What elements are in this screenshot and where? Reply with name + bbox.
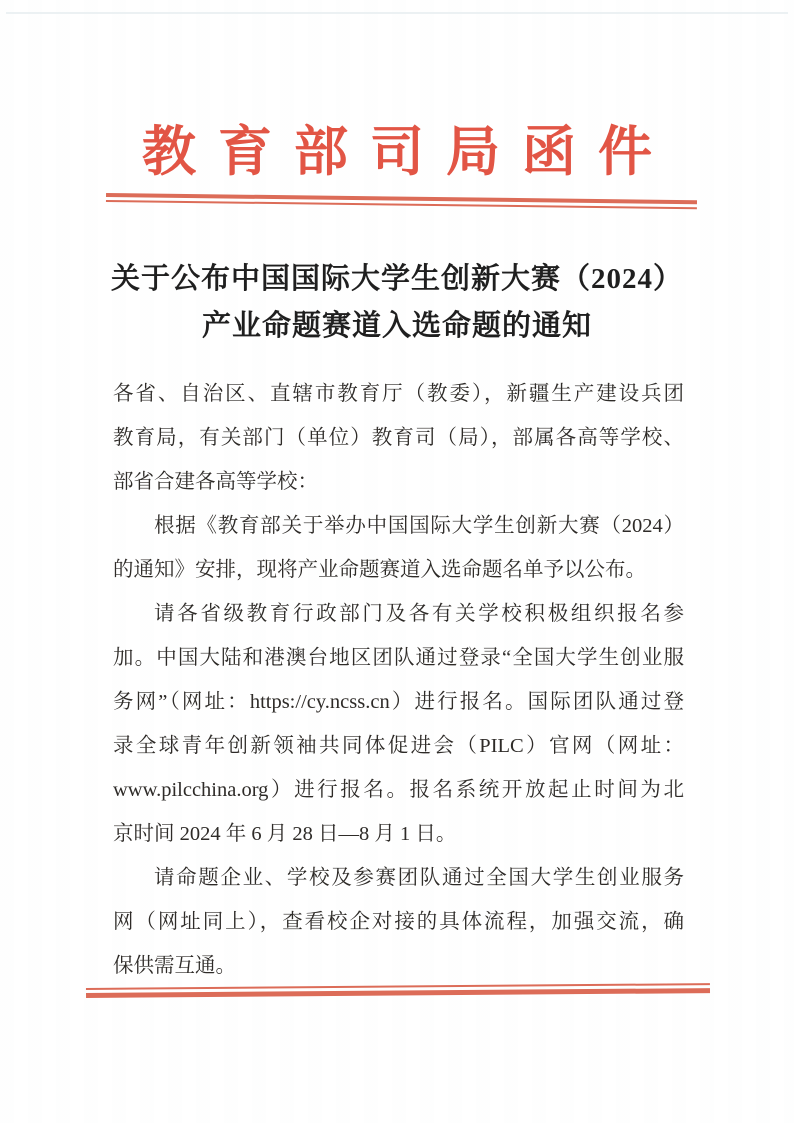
text-line: 加。中国大陆和港澳台地区团队通过登录“全国大学生创业服 xyxy=(113,647,684,669)
text-line: 根据《教育部关于举办中国国际大学生创新大赛（2024） xyxy=(154,515,684,537)
text-line: 录全球青年创新领袖共同体促进会（PILC）官网（网址： xyxy=(113,735,684,757)
text-line: 请各省级教育行政部门及各有关学校积极组织报名参 xyxy=(154,603,684,625)
document-title-line1: 关于公布中国国际大学生创新大赛（2024） xyxy=(110,263,683,295)
text-line: 的通知》安排，现将产业命题赛道入选命题名单予以公布。 xyxy=(113,559,646,581)
paragraph-cooperation xyxy=(113,856,684,988)
scan-artifact-line xyxy=(6,12,788,14)
text-line: 各省、自治区、直辖市教育厅（教委），新疆生产建设兵团 xyxy=(113,383,684,405)
masthead-title: 教育部司局函件 xyxy=(142,122,674,182)
text-line: 请命题企业、学校及参赛团队通过全国大学生创业服务 xyxy=(154,867,684,889)
text-line: 教育局，有关部门（单位）教育司（局），部属各高等学校、 xyxy=(113,427,684,449)
text-line: www.pilcchina.org）进行报名。报名系统开放起止时间为北 xyxy=(113,779,684,801)
text-line: 京时间 2024 年 6 月 28 日—8 月 1 日。 xyxy=(113,823,457,845)
document-body xyxy=(113,372,684,988)
paragraph-registration xyxy=(113,592,684,856)
text-line: 保供需互通。 xyxy=(113,955,236,977)
document-title xyxy=(50,256,744,350)
document-title-line2: 产业命题赛道入选命题的通知 xyxy=(201,310,592,342)
header-double-rule xyxy=(106,193,697,209)
paragraph-salutation xyxy=(113,372,684,504)
text-line: 部省合建各高等学校： xyxy=(113,471,318,493)
paragraph-announcement xyxy=(113,504,684,592)
text-line: 网（网址同上），查看校企对接的具体流程，加强交流，确 xyxy=(113,911,684,933)
text-line: 务网”（网址：https://cy.ncss.cn）进行报名。国际团队通过登 xyxy=(113,691,684,713)
